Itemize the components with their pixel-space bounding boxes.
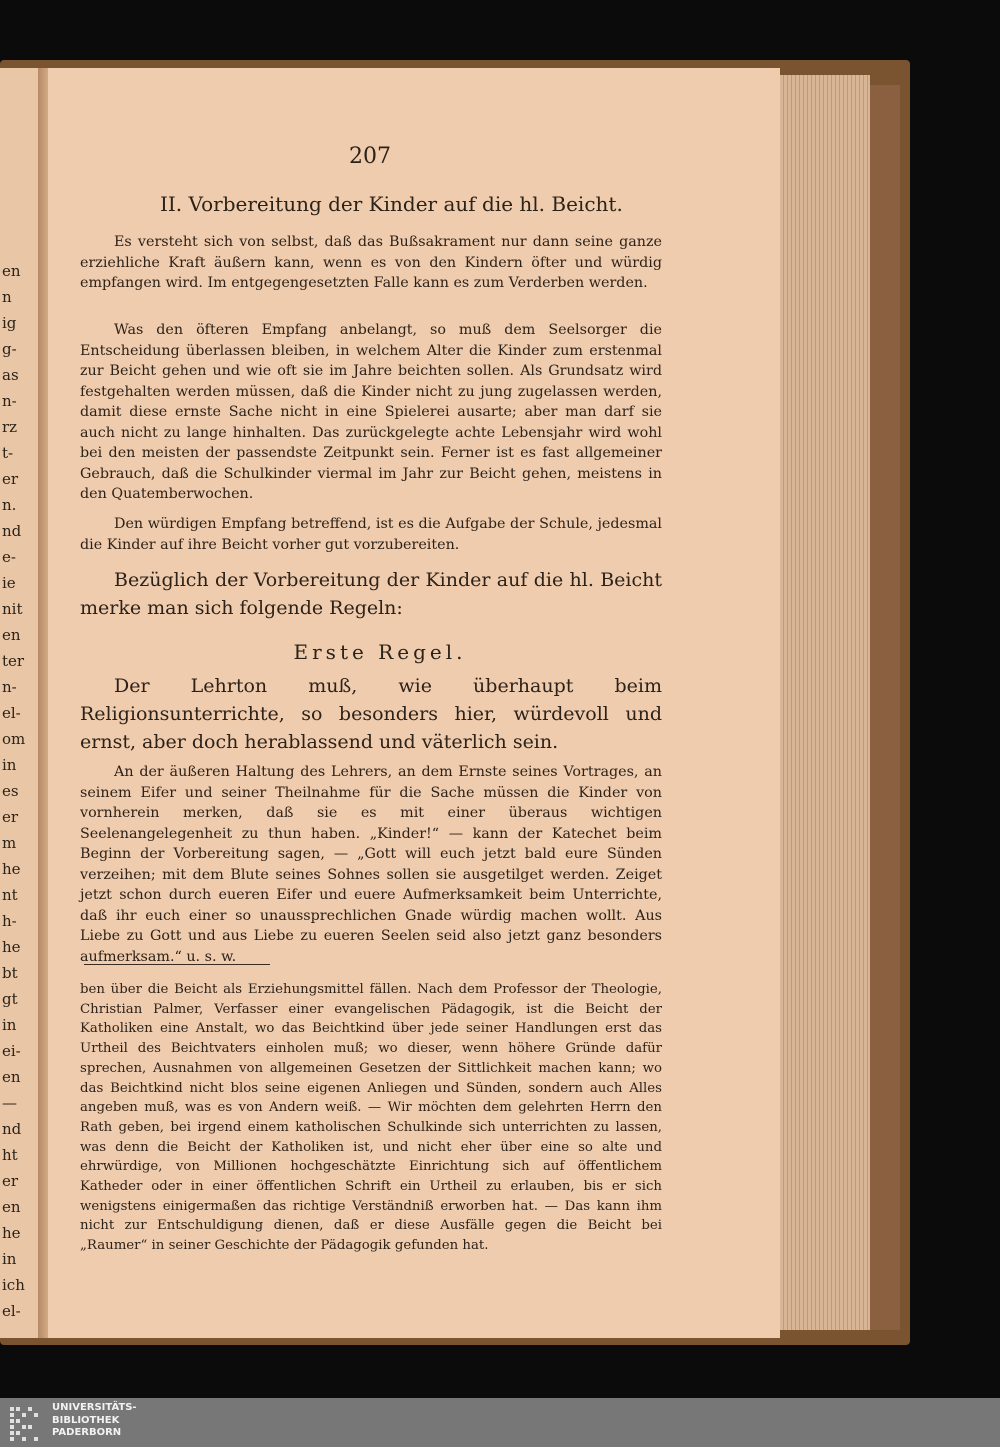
library-name-line-1: UNIVERSITÄTS-: [52, 1402, 137, 1413]
left-page-fragment: m: [2, 834, 17, 852]
left-page-fragment: h-: [2, 912, 17, 930]
left-page-fragment: gt: [2, 990, 18, 1008]
library-name-line-2: BIBLIOTHEK: [52, 1414, 120, 1426]
left-page-fragment: n-: [2, 392, 17, 410]
left-page-fragment: er: [2, 470, 19, 488]
left-page-fragment: es: [2, 782, 19, 800]
rule-paragraph: An der äußeren Haltung des Lehrers, an dem Ernste seines Vortrages, an seinem Eifer und seiner Theilnahme für die Sache müssen die Kinder von vornherein merken, daß sie es mit einer überaus wichtigen Seelenangelegenheit zu thun haben. „Kinder!“ — kann der Katechet beim Beginn der Vorbereitung sagen, — „Gott will euch jetzt bald eure Sünden verzeihen; mit dem Blute seines Sohnes sollen sie ausgetilget werden. Zeiget jetzt schon durch eueren Eifer und euere Aufmerksamkeit beim Unterrichte, daß ihr euch einer so unaussprechlichen Gnade würdig machen wollt. Aus Liebe zu Gott und aus Liebe zu eueren Seelen seid also jetzt ganz besonders aufmerksam.“ u. s. w.: [80, 764, 662, 965]
left-page-fragment: in: [2, 756, 17, 774]
left-page-fragment: n-: [2, 678, 17, 696]
left-page-fragment: ie: [2, 574, 16, 592]
left-page-fragment: en: [2, 1198, 21, 1216]
left-page-fragment: en: [2, 626, 21, 644]
paragraph-3: Den würdigen Empfang betreffend, ist es die Aufgabe der Schule, jedesmal die Kinder auf ihre Beicht vorher gut vorzubereiten.: [80, 516, 662, 553]
left-page-fragment: rz: [2, 418, 18, 436]
rules-intro: Bezüglich der Vorbereitung der Kinder auf die hl. Beicht merke man sich folgende Regeln:: [80, 569, 662, 619]
left-page-fragment: nt: [2, 886, 18, 904]
left-page-fragment: er: [2, 808, 19, 826]
left-page-fragment: el-: [2, 704, 21, 722]
left-page-fragment: nd: [2, 1120, 22, 1138]
library-logo-icon: [8, 1403, 48, 1443]
paragraph-1: Es versteht sich von selbst, daß das Bußsakrament nur dann seine ganze erziehliche Kraft äußern kann, wenn es von den Kindern öfter und würdig empfangen wird. Im entgegengesetzten Falle kann es zum Verderben werden.: [80, 234, 662, 291]
left-page: [0, 68, 42, 1338]
left-page-fragment: er: [2, 1172, 19, 1190]
left-page-fragment: el-: [2, 1302, 21, 1320]
left-page-fragment: n: [2, 288, 12, 306]
left-page-fragment: nd: [2, 522, 22, 540]
left-page-fragment: g-: [2, 340, 17, 358]
left-page-fragment: en: [2, 262, 21, 280]
left-page-fragment: e-: [2, 548, 16, 566]
left-page-fragment: ter: [2, 652, 25, 670]
cover-edge: [870, 85, 900, 1330]
left-page-fragment: om: [2, 730, 26, 748]
left-page-fragment: he: [2, 860, 21, 878]
library-banner: [0, 1398, 1000, 1447]
left-page-fragment: ig: [2, 314, 17, 332]
left-page-fragment: ei-: [2, 1042, 21, 1060]
page-edges: [780, 75, 870, 1330]
left-page-fragment: in: [2, 1250, 17, 1268]
chapter-heading: II. Vorbereitung der Kinder auf die hl. Beicht.: [160, 192, 623, 216]
left-page-fragment: ht: [2, 1146, 18, 1164]
rule-statement: Der Lehrton muß, wie überhaupt beim Religionsunterrichte, so besonders hier, würdevoll und ernst, aber doch herablassend und väterlich sein.: [80, 675, 662, 753]
paragraph-2: Was den öfteren Empfang anbelangt, so muß dem Seelsorger die Entscheidung überlassen bleiben, in welchem Alter die Kinder zum erstenmal zur Beicht gehen und wie oft sie im Jahre beichten sollen. Als Grundsatz wird festgehalten werden müssen, daß die Kinder nicht zu jung zugelassen werden, damit diese ernste Sache nicht in eine Spielerei ausarte; aber man darf sie auch nicht zu lange hinhalten. Das zurückgelegte achte Lebensjahr wird wohl bei den meisten der passendste Zeitpunkt sein. Ferner ist es fast allgemeiner Gebrauch, daß die Schulkinder viermal im Jahr zur Beicht gehen, meistens in den Quatemberwochen.: [80, 322, 662, 502]
page-number: 207: [349, 144, 391, 169]
left-page-fragment: en: [2, 1068, 21, 1086]
left-page-fragment: bt: [2, 964, 18, 982]
footnote-divider: [84, 964, 270, 965]
library-name: [52, 1402, 137, 1440]
left-page-fragment: he: [2, 938, 21, 956]
left-page-text-fragments: [0, 258, 40, 1324]
left-page-fragment: he: [2, 1224, 21, 1242]
left-page-fragment: —: [2, 1094, 17, 1112]
library-name-line-3: PADERBORN: [52, 1427, 122, 1438]
left-page-fragment: n.: [2, 496, 17, 514]
left-page-fragment: t-: [2, 444, 14, 462]
left-page-fragment: ich: [2, 1276, 25, 1294]
left-page-fragment: as: [2, 366, 19, 384]
left-page-fragment: nit: [2, 600, 23, 618]
left-page-fragment: in: [2, 1016, 17, 1034]
footnote: ben über die Beicht als Erziehungsmittel fällen. Nach dem Professor der Theologie, Christian Palmer, Verfasser einer evangelischen Pädagogik, ist die Beicht der Katholiken eine Anstalt, wo das Beichtkind über jede seiner Handlungen erst das Urtheil des Beichtvaters einholen muß; wo dieser, wenn höhere Gründe dafür sprechen, Ausnahmen von allgemeinen Gesetzen der Sittlichkeit machen kann; wo das Beichtkind nicht blos seine eigenen Anliegen und Sünden, sondern auch Alles angeben muß, was es von Andern weiß. — Wir möchten dem gelehrten Herrn den Rath geben, bei irgend einem katholischen Schulkinde sich unterrichten zu lassen, was denn die Beicht der Katholiken ist, und nicht eher über eine so alte und ehrwürdige, von Millionen hochgeschätzte Einrichtung sich auf öffentlichem Katheder oder in einer öffentlichen Schrift ein Urtheil zu erlauben, bis er sich wenigstens einigermaßen das richtige Verständniß erworben hat. — Das kann ihm nicht zur Entschuldigung dienen, daß er diese Ausfälle gegen die Beicht bei „Raumer“ in seiner Geschichte der Pädagogik gefunden hat.: [80, 982, 662, 1254]
rule-heading: Erste Regel.: [293, 640, 467, 664]
